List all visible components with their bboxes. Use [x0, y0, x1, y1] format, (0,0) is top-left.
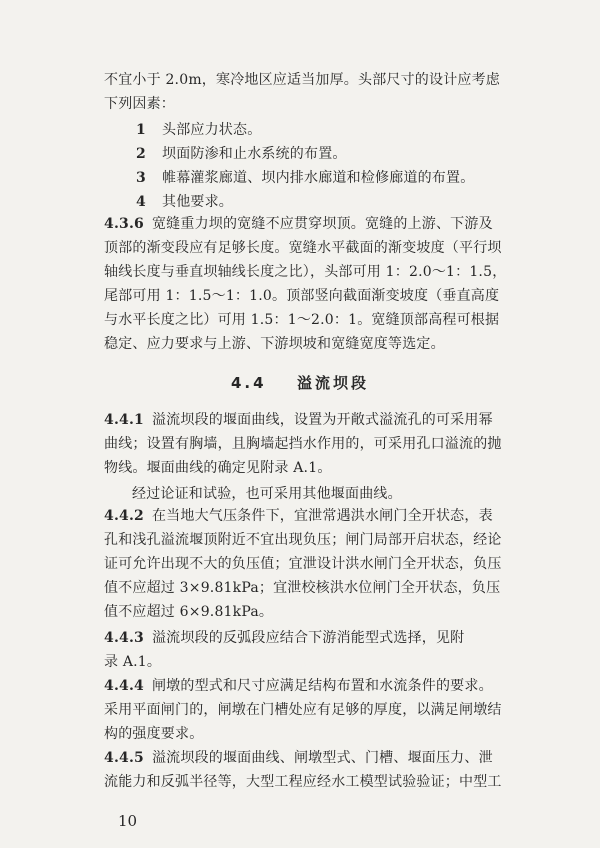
list-item-number: 2 [136, 146, 146, 162]
text-line: 录 A.1。 [104, 654, 162, 670]
clause-number: 4.4.2 [104, 508, 144, 524]
section-heading [0, 372, 600, 393]
clause-text: 闸墩的型式和尺寸应满足结构布置和水流条件的要求。 [151, 678, 493, 694]
text-line: 与水平长度之比）可用 1.5：1～2.0：1。宽缝顶部高程可根据 [104, 312, 500, 328]
section-title: 溢流坝段 [297, 374, 370, 392]
text-line: 证可允许出现不大的负压值；宜泄设计洪水闸门全开状态，负压 [104, 556, 502, 572]
text-line: 构的强度要求。 [104, 726, 204, 742]
text-line: 不宜小于 2.0m，寒冷地区应适当加厚。头部尺寸的设计应考虑 [104, 72, 500, 88]
clause-text: 溢流坝段的堰面曲线、闸墩型式、门槽、堰面压力、泄 [151, 750, 493, 766]
text-line: 值不应超过 6×9.81kPa。 [104, 604, 274, 620]
text-line: 下列因素： [104, 96, 175, 112]
list-item-number: 3 [136, 170, 146, 186]
text-line: 尾部可用 1：1.5～1：1.0。顶部竖向截面渐变坡度（垂直高度 [104, 288, 500, 304]
text-line: 经过论证和试验，也可采用其他堰面曲线。 [132, 486, 402, 502]
section-number: 4.4 [230, 374, 267, 392]
clause-text: 宽缝重力坝的宽缝不应贯穿坝顶。宽缝的上游、下游及 [151, 216, 493, 232]
list-item [136, 168, 566, 188]
list-item-text: 坝面防渗和止水系统的布置。 [162, 146, 347, 162]
list-item [136, 120, 566, 140]
clause-4-4-2 [104, 506, 534, 526]
clause-number: 4.3.6 [104, 216, 144, 232]
clause-4-4-3 [104, 628, 534, 648]
text-line: 采用平面闸门的，闸墩在门槽处应有足够的厚度，以满足闸墩结 [104, 702, 502, 718]
list-item-number: 1 [136, 122, 146, 138]
clause-4-4-4 [104, 676, 534, 696]
text-line: 曲线；设置有胸墙，且胸墙起挡水作用的，可采用孔口溢流的抛 [104, 436, 502, 452]
clause-4-4-1 [104, 410, 534, 430]
text-line: 稳定、应力要求与上游、下游坝坡和宽缝宽度等选定。 [104, 336, 445, 352]
text-line: 轴线长度与垂直坝轴线长度之比），头部可用 1：2.0～1：1.5， [104, 264, 507, 280]
text-line: 物线。堰面曲线的确定见附录 A.1。 [104, 460, 332, 476]
clause-number: 4.4.1 [104, 412, 144, 428]
list-item [136, 192, 566, 212]
list-item-text: 头部应力状态。 [162, 122, 262, 138]
text-line: 顶部的渐变段应有足够长度。宽缝水平截面的渐变坡度（平行坝 [104, 240, 502, 256]
clause-4-3-6 [104, 214, 534, 234]
text-line: 流能力和反弧半径等，大型工程应经水工模型试验验证；中型工 [104, 774, 502, 790]
clause-text: 溢流坝段的反弧段应结合下游消能型式选择，见附 [151, 630, 465, 646]
clause-number: 4.4.5 [104, 750, 144, 766]
text-line: 孔和浅孔溢流堰顶附近不宜出现负压；闸门局部开启状态，经论 [104, 532, 502, 548]
list-item-text: 帷幕灌浆廊道、坝内排水廊道和检修廊道的布置。 [162, 170, 475, 186]
clause-text: 溢流坝段的堰面曲线，设置为开敞式溢流孔的可采用幂 [151, 412, 493, 428]
clause-number: 4.4.4 [104, 678, 144, 694]
text-line: 值不应超过 3×9.81kPa；宜泄校核洪水位闸门全开状态，负压 [104, 580, 501, 596]
page-number: 10 [118, 812, 138, 830]
list-item [136, 144, 566, 164]
clause-number: 4.4.3 [104, 630, 144, 646]
clause-text: 在当地大气压条件下，宜泄常遇洪水闸门全开状态，表 [151, 508, 493, 524]
clause-4-4-5 [104, 748, 534, 768]
list-item-number: 4 [136, 194, 146, 210]
list-item-text: 其他要求。 [162, 194, 233, 210]
